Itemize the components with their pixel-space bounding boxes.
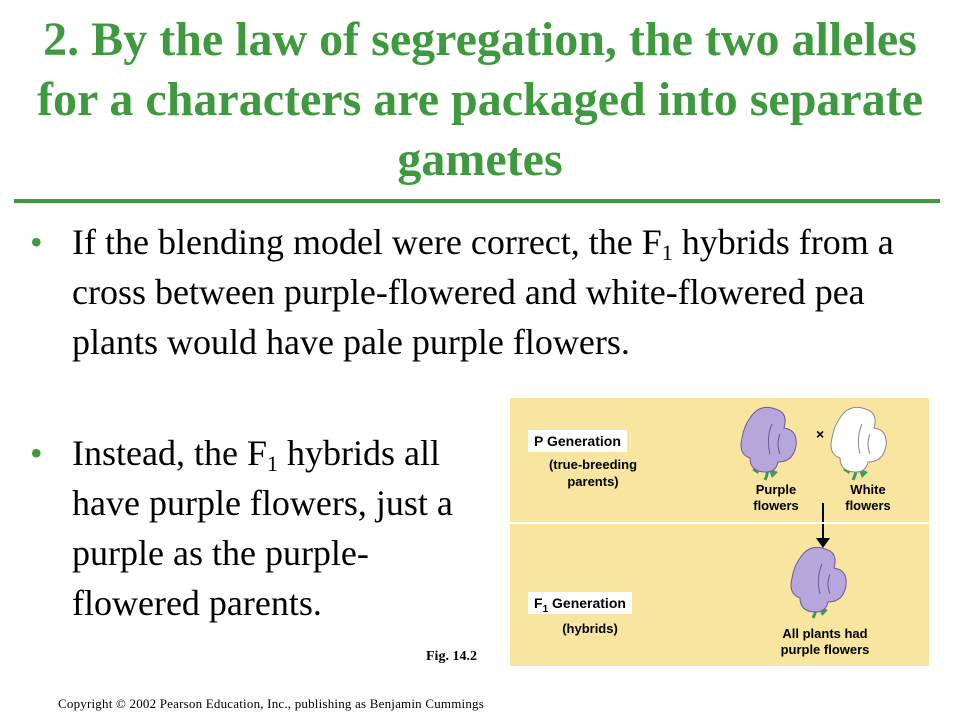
p-generation-sublabel: (true-breeding parents) — [548, 457, 638, 489]
bullet-purple-hybrids — [30, 428, 480, 628]
bullet-text: Instead, the $F_1$ hybrids all have purple flowers, just a purple as the purple-flowered parents. — [72, 433, 453, 623]
bullet-dot: • — [30, 222, 43, 262]
cross-symbol: × — [816, 426, 825, 442]
slide-title: 2. By the law of segregation, the two alleles for a characters are packaged into separate gametes — [36, 13, 924, 186]
white-flowers-caption: White flowers — [845, 482, 891, 513]
white-parent-flower-icon — [831, 407, 886, 480]
purple-parent-flower-icon — [741, 407, 796, 480]
mendel-cross-figure — [510, 398, 929, 666]
p-generation-label: P Generation — [528, 430, 627, 452]
f1-result-caption: All plants had purple flowers — [780, 626, 870, 657]
bullet-blending-model — [30, 217, 930, 367]
figure-number: Fig. 14.2 — [426, 649, 477, 664]
purple-flowers-caption: Purple flowers — [753, 482, 799, 513]
f1-generation-label: $F_1$ Generation — [528, 592, 632, 614]
copyright-notice: Copyright © 2002 Pearson Education, Inc., publishing as Benjamin Cummings — [58, 696, 484, 711]
bullet-text: If the blending model were correct, the $F_1$ hybrids from a cross between purple-flowered and white-flowered pea plants would have pale purple flowers. — [72, 222, 894, 362]
f1-generation-sublabel: (hybrids) — [562, 621, 618, 636]
generation-divider — [510, 522, 929, 524]
f1-purple-flower-icon — [791, 547, 846, 618]
title-underline-rule — [14, 199, 940, 203]
bullet-dot: • — [30, 433, 43, 473]
